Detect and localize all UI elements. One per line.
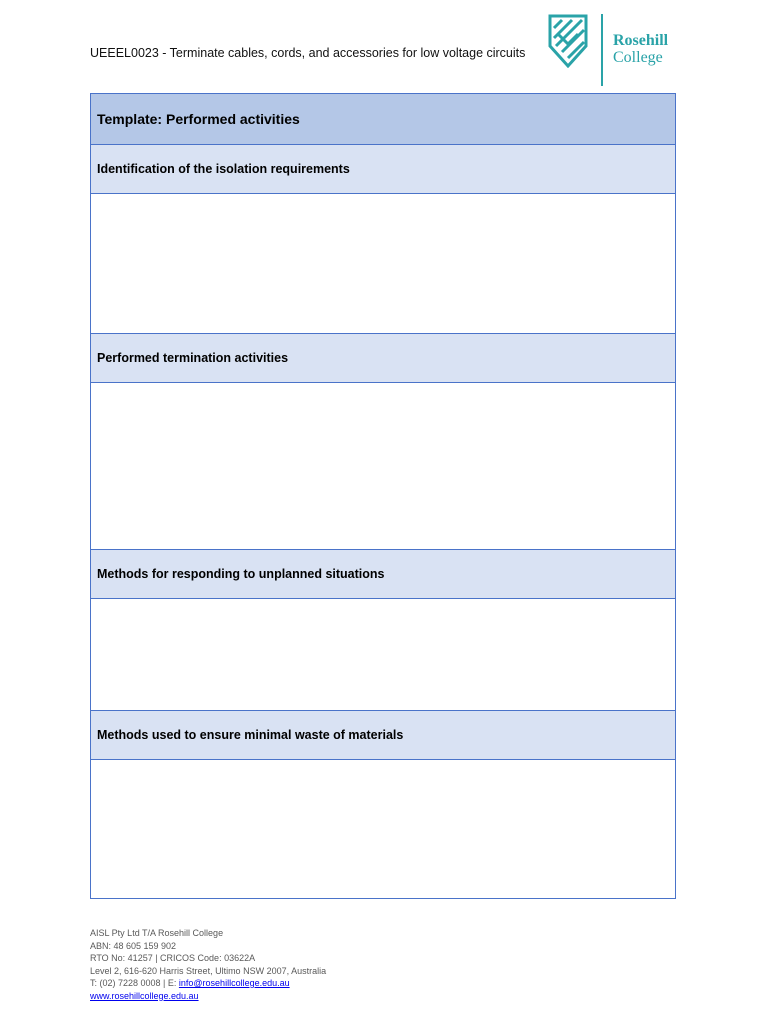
shield-logo-icon xyxy=(548,14,588,68)
logo-divider xyxy=(601,14,603,86)
section-label-unplanned: Methods for responding to unplanned situations xyxy=(91,550,675,599)
answer-area-waste[interactable] xyxy=(91,760,675,898)
footer-address: Level 2, 616-620 Harris Street, Ultimo NSW 2007, Australia xyxy=(90,965,327,976)
footer-contact xyxy=(90,977,326,990)
document-title: UEEEL0023 - Terminate cables, cords, and accessories for low voltage circuits xyxy=(90,46,526,60)
footer-rto: RTO No: 41257 | CRICOS Code: 03622A xyxy=(90,953,256,963)
performed-activities-form xyxy=(90,93,676,899)
answer-area-termination[interactable] xyxy=(91,383,675,550)
logo-line1: Rosehill xyxy=(613,32,669,49)
footer-email-link[interactable]: info@rosehillcollege.edu.au xyxy=(178,978,290,988)
footer xyxy=(90,927,326,1002)
footer-abn: ABN: 48 605 159 902 xyxy=(90,940,177,951)
logo-wordmark xyxy=(613,32,668,66)
answer-area-isolation[interactable] xyxy=(91,194,675,334)
footer-website-link[interactable]: www.rosehillcollege.edu.au xyxy=(90,990,199,1001)
section-label-termination: Performed termination activities xyxy=(91,334,675,383)
footer-phone: T: (02) 7228 0008 | E: xyxy=(90,978,179,988)
form-title: Template: Performed activities xyxy=(91,94,675,145)
answer-area-unplanned[interactable] xyxy=(91,599,675,711)
college-logo xyxy=(548,14,678,88)
section-label-waste: Methods used to ensure minimal waste of materials xyxy=(91,711,675,760)
section-label-isolation: Identification of the isolation requirements xyxy=(91,145,675,194)
footer-company: AISL Pty Ltd T/A Rosehill College xyxy=(90,928,224,938)
logo-line2: College xyxy=(613,49,663,66)
